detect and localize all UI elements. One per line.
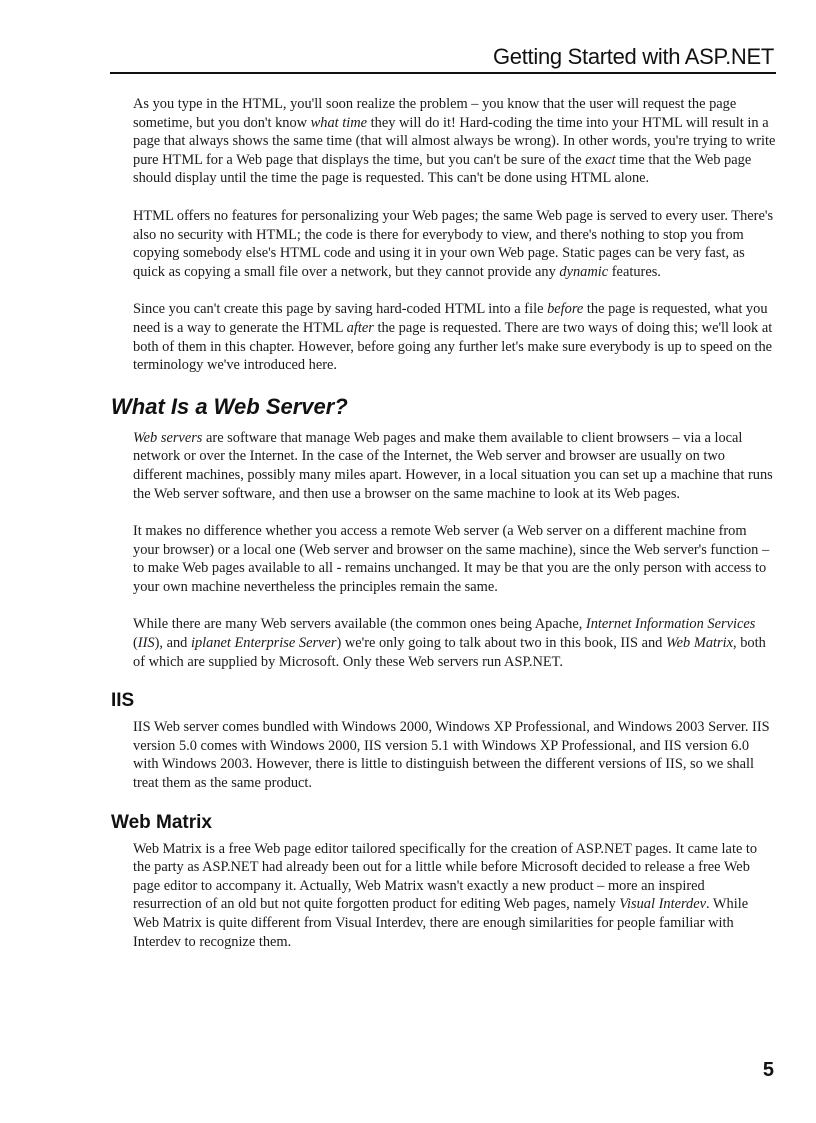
intro-paragraph-3: Since you can't create this page by saving hard-coded HTML into a file before the page is requested, what you need is a way to generate the HTML after the page is requested. There are two ways of doing this; we'll look at both of them in this chapter. However, before going any further let's make sure everybody is up to speed on the terminology we've introduced here. xyxy=(133,301,773,374)
emphasis-visual-interdev: Visual Interdev xyxy=(619,896,706,913)
header-rule xyxy=(110,72,776,74)
emphasis-dynamic: dynamic xyxy=(559,263,609,280)
web-server-paragraph-3: While there are many Web servers available (the common ones being Apache, Internet Information Services (IIS), and iplanet Enterprise Server) we're only going to talk about two in this book, IIS and Web Matrix, both of which are supplied by Microsoft. Only these Web servers run ASP.NET. xyxy=(133,616,766,670)
intro-paragraph-1: As you type in the HTML, you'll soon realize the problem – you know that the user will request the page sometime, but you don't know what time they will do it! Hard-coding the time into your HTML will result in a page that always shows the same time (that will almost always be wrong). In other words, you're trying to write pure HTML for a Web page that displays the time, but you can't be sure of the exact time that the Web page should display until the time the page is requested. This can't be done using HTML alone. xyxy=(133,96,776,187)
page-number: 5 xyxy=(762,1059,774,1081)
emphasis-what-time: what time xyxy=(310,114,368,131)
emphasis-web-matrix: Web Matrix xyxy=(665,635,733,652)
iis-paragraph-1: IIS Web server comes bundled with Windows 2000, Windows XP Professional, and Windows 2003 Server. IIS version 5.0 comes with Windows 2000, IIS version 5.1 with Windows XP Professional, and IIS version 6.0 with Windows 2003. However, there is little to distinguish between the different versions of IIS, so we shall treat them as the same product. xyxy=(133,719,770,792)
emphasis-before: before xyxy=(547,301,584,318)
emphasis-after: after xyxy=(346,319,374,336)
emphasis-exact: exact xyxy=(585,151,616,168)
emphasis-iis-full: Internet Information Services xyxy=(585,616,756,633)
intro-paragraph-2: HTML offers no features for personalizing your Web pages; the same Web page is served to every user. There's also no security with HTML; the code is there for everybody to view, and there's nothing to stop you from copying somebody else's HTML code and using it in your own Web page. Static pages can be very fast, as quick as copying a small file over a network, but they cannot provide any dynamic features. xyxy=(133,207,774,280)
page-body xyxy=(110,95,776,951)
web-server-paragraph-1: Web servers are software that manage Web pages and make them available to client browsers – via a local network or over the Internet. In the case of the Internet, the Web server and browser are usually on two different machines, possibly many miles apart. However, in a local situation you can set up a machine that runs the Web server software, and then use a browser on the same machine to look at its Web pages. xyxy=(133,429,773,502)
emphasis-web-servers: Web servers xyxy=(133,429,203,446)
running-header-title: Getting Started with ASP.NET xyxy=(492,44,774,69)
subsection-heading-iis: IIS xyxy=(111,690,135,712)
subsection-heading-web-matrix: Web Matrix xyxy=(111,811,213,833)
section-heading-web-server: What Is a Web Server? xyxy=(111,393,348,419)
emphasis-iplanet: iplanet Enterprise Server xyxy=(190,635,337,652)
emphasis-iis: IIS xyxy=(137,635,155,652)
web-matrix-paragraph-1: Web Matrix is a free Web page editor tailored specifically for the creation of ASP.NET pages. It came late to the party as ASP.NET had already been out for a little while before Microsoft decided to release a free Web page editor to accompany it. Actually, Web Matrix wasn't exactly a new product – more an inspired resurrection of an old but not quite forgotten product for editing Web pages, namely Visual Interdev. While Web Matrix is quite different from Visual Interdev, there are enough similarities for people familiar with Interdev to recognize them. xyxy=(133,840,758,950)
web-server-paragraph-2: It makes no difference whether you access a remote Web server (a Web server on a different machine from your browser) or a local one (Web server and browser on the same machine), since the Web server's function – to make Web pages available to all - remains unchanged. It may be that you are the only person with access to your own machine nevertheless the principles remain the same. xyxy=(133,523,770,595)
